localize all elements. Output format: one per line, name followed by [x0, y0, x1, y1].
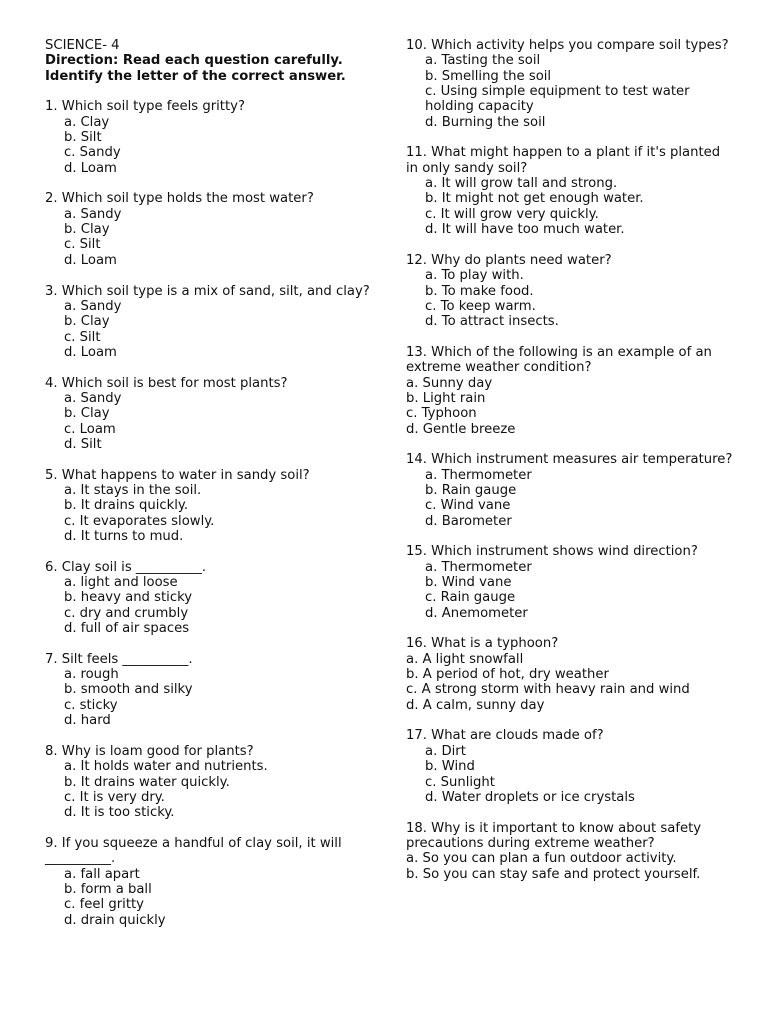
answer-option: b. It drains water quickly. [64, 774, 230, 790]
answer-options [45, 391, 375, 452]
question-item [406, 345, 736, 437]
answer-option: a. fall apart [64, 866, 140, 882]
left-question-list [45, 99, 375, 928]
answer-option: d. Barometer [425, 513, 512, 529]
answer-option: c. To keep warm. [425, 298, 536, 314]
answer-option: d. drain quickly [64, 912, 166, 928]
answer-option: a. Sandy [64, 390, 122, 406]
answer-option: a. Thermometer [425, 467, 532, 483]
answer-options [45, 867, 375, 928]
answer-option: a. It holds water and nutrients. [64, 759, 268, 775]
answer-option: d. Loam [64, 160, 117, 176]
question-stem: 11. What might happen to a plant if it's planted in only sandy soil? [406, 145, 721, 176]
answer-option: d. Anemometer [425, 605, 528, 621]
answer-option: c. It will grow very quickly. [425, 206, 599, 222]
answer-option: b. It might not get enough water. [425, 191, 644, 207]
answer-option: c. Silt [64, 329, 101, 345]
answer-options [406, 468, 736, 529]
answer-option: a. Sunny day [406, 375, 493, 391]
question-item [406, 38, 736, 130]
question-item [406, 728, 736, 805]
question-item [406, 452, 736, 529]
answer-option: c. sticky [64, 697, 118, 713]
answer-option: d. It is too sticky. [64, 805, 175, 821]
answer-options [406, 176, 736, 237]
question-stem: 7. Silt feels __________. [45, 651, 193, 667]
answer-option: b. Silt [64, 130, 102, 146]
answer-options [45, 759, 375, 820]
question-item [45, 284, 375, 361]
answer-option: b. heavy and sticky [64, 590, 193, 606]
answer-option: b. It drains quickly. [64, 498, 189, 514]
answer-option: b. So you can stay safe and protect yourself. [406, 866, 701, 882]
question-stem: 18. Why is it important to know about safety precautions during extreme weather? [406, 820, 702, 851]
question-stem: 4. Which soil is best for most plants? [45, 375, 288, 391]
question-stem: 16. What is a typhoon? [406, 636, 559, 652]
answer-option: c. feel gritty [64, 897, 144, 913]
answer-option: a. So you can plan a fun outdoor activity. [406, 851, 677, 867]
question-stem: 6. Clay soil is __________. [45, 559, 207, 575]
answer-option: c. A strong storm with heavy rain and wind [406, 682, 690, 698]
answer-options [45, 207, 375, 268]
answer-option: b. Clay [64, 406, 110, 422]
answer-option: b. Light rain [406, 390, 486, 406]
answer-option: c. Typhoon [406, 406, 477, 422]
answer-option: c. dry and crumbly [64, 605, 189, 621]
answer-options [45, 667, 375, 728]
answer-option: b. Wind vane [425, 575, 512, 591]
answer-option: c. Loam [64, 421, 116, 437]
answer-option: a. Dirt [425, 743, 466, 759]
left-column [45, 38, 375, 943]
answer-option: c. Sandy [64, 145, 121, 161]
answer-option: a. It stays in the soil. [64, 482, 202, 498]
question-item [45, 836, 375, 928]
answer-option: d. Loam [64, 344, 117, 360]
direction-text: Direction: Read each question carefully. Identify the letter of the correct answer. [45, 53, 346, 84]
question-stem: 2. Which soil type holds the most water? [45, 191, 314, 207]
answer-option: d. Silt [64, 436, 102, 452]
answer-option: b. Clay [64, 314, 110, 330]
question-stem: 17. What are clouds made of? [406, 728, 604, 744]
question-item [406, 253, 736, 330]
question-item [45, 560, 375, 637]
answer-option: b. Smelling the soil [425, 68, 552, 84]
answer-option: a. To play with. [425, 268, 524, 284]
right-question-list [406, 38, 736, 882]
question-stem: 8. Why is loam good for plants? [45, 743, 254, 759]
answer-option: d. Loam [64, 252, 117, 268]
answer-option: c. Wind vane [425, 498, 511, 514]
answer-options [45, 115, 375, 176]
answer-options [45, 575, 375, 636]
answer-options [406, 376, 736, 437]
answer-option: d. A calm, sunny day [406, 697, 545, 713]
answer-options [406, 268, 736, 329]
answer-option: b. form a ball [64, 881, 152, 897]
question-stem: 1. Which soil type feels gritty? [45, 99, 245, 115]
answer-option: c. It evaporates slowly. [64, 513, 215, 529]
answer-options [406, 652, 736, 713]
question-stem: 14. Which instrument measures air temperature? [406, 452, 733, 468]
question-item [406, 821, 736, 882]
question-item [45, 191, 375, 268]
answer-option: c. It is very dry. [64, 789, 165, 805]
answer-option: b. Wind [425, 759, 475, 775]
answer-option: a. Sandy [64, 298, 122, 314]
answer-option: a. rough [64, 667, 119, 683]
question-stem: 15. Which instrument shows wind direction? [406, 544, 698, 560]
question-item [406, 636, 736, 713]
answer-option: d. To attract insects. [425, 314, 559, 330]
question-stem: 13. Which of the following is an example of an extreme weather condition? [406, 344, 712, 376]
answer-option: d. It turns to mud. [64, 529, 184, 544]
answer-option: a. light and loose [64, 575, 178, 591]
question-item [406, 544, 736, 621]
answer-options [406, 53, 736, 130]
question-stem: 3. Which soil type is a mix of sand, silt, and clay? [45, 283, 370, 299]
answer-option: a. A light snowfall [406, 651, 524, 667]
answer-option: d. full of air spaces [64, 621, 190, 637]
answer-options [45, 299, 375, 360]
answer-option: c. Using simple equipment to test water holding capacity [425, 84, 690, 115]
question-item [45, 468, 375, 545]
answer-option: d. Burning the soil [425, 114, 546, 130]
answer-option: d. hard [64, 713, 111, 729]
answer-option: c. Sunlight [425, 774, 495, 790]
question-item [45, 99, 375, 176]
answer-option: b. Rain gauge [425, 482, 517, 498]
question-stem: 9. If you squeeze a handful of clay soil, it will __________. [45, 835, 342, 867]
answer-options [406, 744, 736, 805]
answer-option: a. It will grow tall and strong. [425, 176, 618, 192]
answer-option: c. Silt [64, 237, 101, 253]
answer-option: a. Thermometer [425, 559, 532, 575]
answer-option: d. Gentle breeze [406, 421, 516, 437]
question-item [45, 744, 375, 821]
answer-option: d. It will have too much water. [425, 222, 625, 238]
answer-option: b. A period of hot, dry weather [406, 667, 609, 683]
question-item [45, 652, 375, 729]
answer-option: b. smooth and silky [64, 682, 193, 698]
question-stem: 12. Why do plants need water? [406, 252, 612, 268]
answer-options [45, 483, 375, 544]
question-item [45, 376, 375, 453]
answer-option: c. Rain gauge [425, 590, 516, 606]
answer-options [406, 851, 736, 882]
right-column [406, 38, 736, 897]
question-stem: 10. Which activity helps you compare soil types? [406, 38, 729, 53]
answer-option: b. Clay [64, 222, 110, 238]
question-item [406, 145, 736, 237]
answer-option: a. Tasting the soil [425, 53, 541, 69]
answer-option: a. Clay [64, 114, 110, 130]
question-stem: 5. What happens to water in sandy soil? [45, 467, 310, 483]
answer-options [406, 560, 736, 621]
answer-option: d. Water droplets or ice crystals [425, 789, 635, 805]
answer-option: a. Sandy [64, 206, 122, 222]
subject-title: SCIENCE- 4 [45, 38, 120, 53]
answer-option: b. To make food. [425, 283, 534, 299]
